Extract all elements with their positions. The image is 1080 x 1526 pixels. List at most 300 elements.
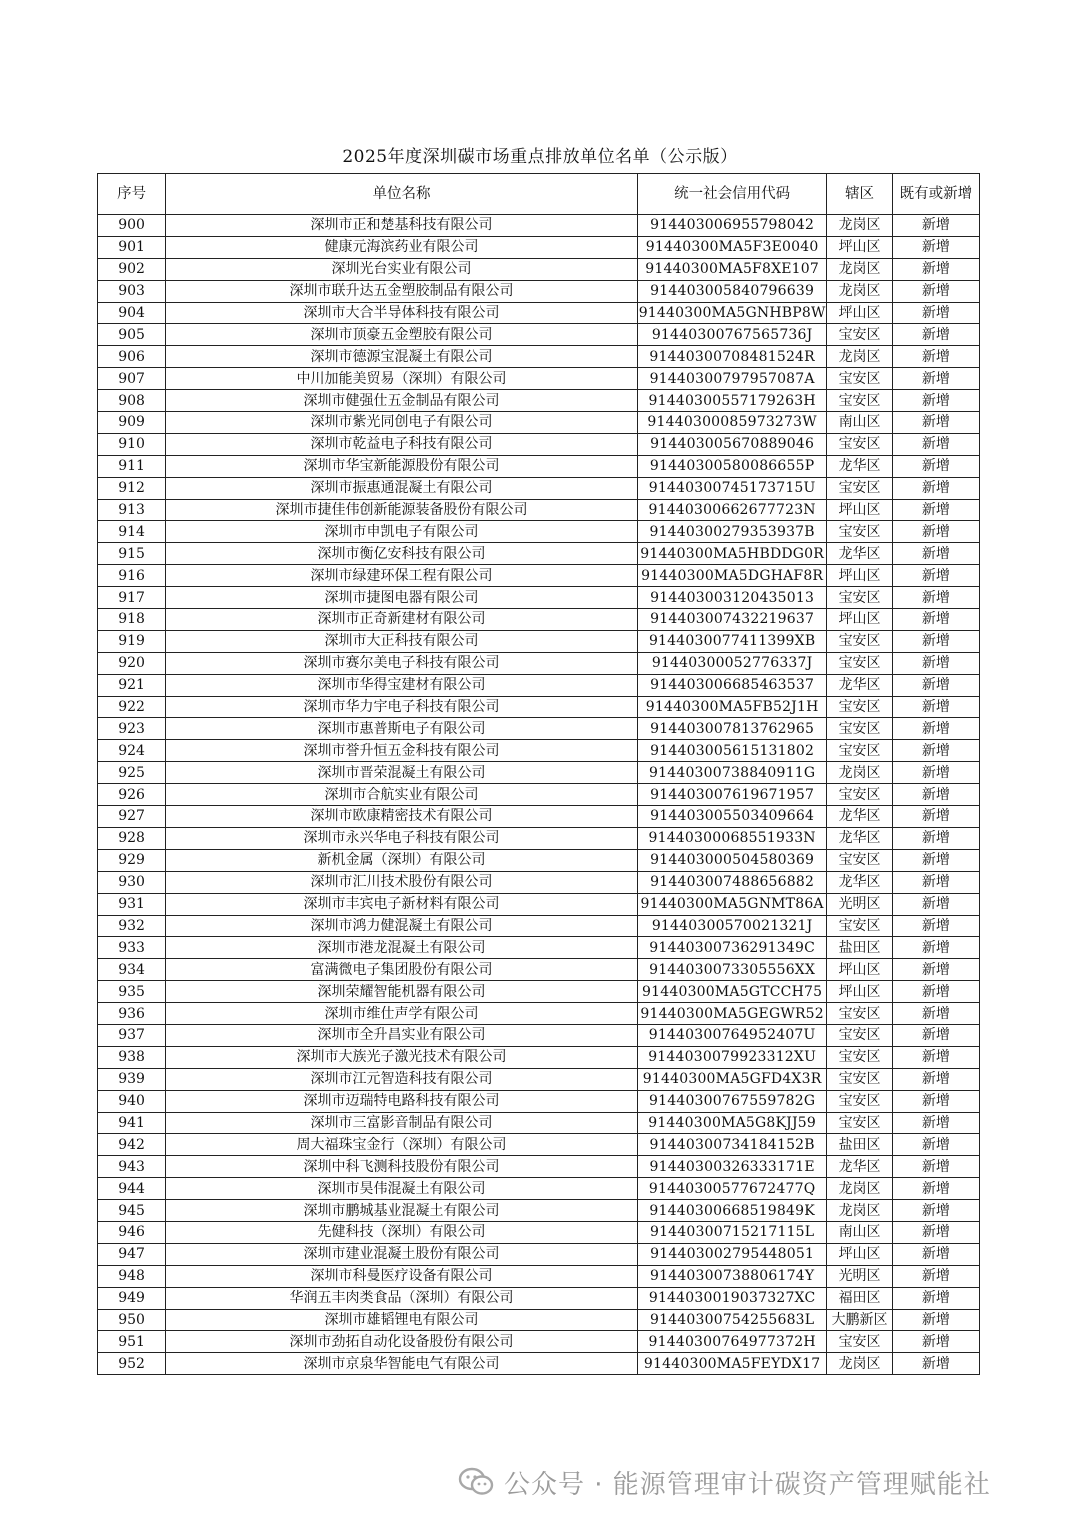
table-row [98,412,980,434]
row-no: 950 [98,1309,166,1331]
row-name: 深圳中科飞测科技股份有限公司 [166,1156,638,1178]
row-district: 光明区 [827,1265,892,1287]
row-code: 91440300279353937B [637,521,827,543]
row-name: 深圳市晋荣混凝土有限公司 [166,762,638,784]
row-status: 新增 [892,1309,979,1331]
row-name: 深圳市建业混凝土股份有限公司 [166,1243,638,1265]
row-name: 健康元海滨药业有限公司 [166,236,638,258]
row-code: 91440300764952407U [637,1024,827,1046]
table-row [98,565,980,587]
row-name: 深圳市昊伟混凝土有限公司 [166,1178,638,1200]
row-no: 937 [98,1024,166,1046]
table-row [98,543,980,565]
row-district: 宝安区 [827,849,892,871]
row-no: 936 [98,1003,166,1025]
table-body [98,215,980,1375]
row-no: 908 [98,390,166,412]
row-district: 宝安区 [827,1068,892,1090]
row-district: 宝安区 [827,784,892,806]
row-status: 新增 [892,1178,979,1200]
row-status: 新增 [892,609,979,631]
table-row [98,696,980,718]
row-district: 宝安区 [827,630,892,652]
row-name: 深圳市德源宝混凝土有限公司 [166,346,638,368]
row-district: 宝安区 [827,652,892,674]
row-no: 945 [98,1200,166,1222]
table-row [98,1134,980,1156]
table-row [98,258,980,280]
table-row [98,871,980,893]
row-no: 900 [98,215,166,237]
row-status: 新增 [892,827,979,849]
row-status: 新增 [892,1156,979,1178]
row-district: 宝安区 [827,433,892,455]
row-no: 907 [98,368,166,390]
row-status: 新增 [892,1353,979,1375]
row-district: 坪山区 [827,565,892,587]
row-status: 新增 [892,543,979,565]
row-no: 940 [98,1090,166,1112]
row-name: 深圳市惠普斯电子有限公司 [166,718,638,740]
row-status: 新增 [892,1221,979,1243]
row-name: 深圳市迈瑞特电路科技有限公司 [166,1090,638,1112]
row-status: 新增 [892,565,979,587]
row-no: 932 [98,915,166,937]
row-district: 龙岗区 [827,1353,892,1375]
row-status: 新增 [892,258,979,280]
row-district: 龙华区 [827,455,892,477]
table-row [98,1309,980,1331]
header-no: 序号 [98,174,166,215]
row-no: 927 [98,806,166,828]
row-no: 906 [98,346,166,368]
row-district: 宝安区 [827,521,892,543]
row-status: 新增 [892,587,979,609]
row-code: 91440300662677723N [637,499,827,521]
table-row [98,455,980,477]
row-code: 91440300MA5GNHBP8W [637,302,827,324]
row-code: 91440300326333171E [637,1156,827,1178]
row-name: 周大福珠宝金行（深圳）有限公司 [166,1134,638,1156]
row-code: 91440300068551933N [637,827,827,849]
table-row [98,674,980,696]
row-district: 宝安区 [827,324,892,346]
row-district: 坪山区 [827,499,892,521]
row-name: 深圳市健强仕五金制品有限公司 [166,390,638,412]
row-name: 深圳市合航实业有限公司 [166,784,638,806]
row-district: 坪山区 [827,236,892,258]
table-row [98,762,980,784]
row-district: 宝安区 [827,1090,892,1112]
table-row [98,215,980,237]
row-no: 912 [98,477,166,499]
row-name: 深圳市港龙混凝土有限公司 [166,937,638,959]
row-status: 新增 [892,959,979,981]
table-row [98,521,980,543]
row-no: 944 [98,1178,166,1200]
row-status: 新增 [892,215,979,237]
row-code: 9144030019037327XC [637,1287,827,1309]
row-no: 925 [98,762,166,784]
row-code: 91440300668519849K [637,1200,827,1222]
row-no: 941 [98,1112,166,1134]
table-row [98,346,980,368]
row-no: 918 [98,609,166,631]
row-status: 新增 [892,1265,979,1287]
row-no: 911 [98,455,166,477]
row-name: 新机金属（深圳）有限公司 [166,849,638,871]
row-status: 新增 [892,455,979,477]
row-status: 新增 [892,1024,979,1046]
row-name: 深圳市乾益电子科技有限公司 [166,433,638,455]
row-no: 949 [98,1287,166,1309]
row-no: 943 [98,1156,166,1178]
row-name: 深圳市誉升恒五金科技有限公司 [166,740,638,762]
row-name: 深圳市顶豪五金塑胶有限公司 [166,324,638,346]
row-no: 935 [98,981,166,1003]
row-code: 91440300767559782G [637,1090,827,1112]
row-status: 新增 [892,346,979,368]
row-no: 921 [98,674,166,696]
row-status: 新增 [892,937,979,959]
row-no: 939 [98,1068,166,1090]
table-row [98,1024,980,1046]
row-no: 922 [98,696,166,718]
row-status: 新增 [892,412,979,434]
footer-text: 公众号 · 能源管理审计碳资产管理赋能社 [504,1469,991,1500]
row-code: 9144030073305556XX [637,959,827,981]
row-status: 新增 [892,302,979,324]
wechat-icon [458,1466,494,1498]
table-row [98,280,980,302]
row-name: 深圳市劲拓自动化设备股份有限公司 [166,1331,638,1353]
row-name: 深圳荣耀智能机器有限公司 [166,981,638,1003]
row-district: 龙岗区 [827,1178,892,1200]
row-no: 917 [98,587,166,609]
table-row [98,630,980,652]
row-status: 新增 [892,368,979,390]
row-code: 91440300738840911G [637,762,827,784]
row-status: 新增 [892,521,979,543]
row-name: 深圳市赛尔美电子科技有限公司 [166,652,638,674]
row-no: 924 [98,740,166,762]
table-row [98,1221,980,1243]
row-status: 新增 [892,499,979,521]
row-name: 深圳市鸿力健混凝土有限公司 [166,915,638,937]
row-no: 915 [98,543,166,565]
page-title: 2025年度深圳碳市场重点排放单位名单（公示版） [342,147,738,167]
row-code: 91440300MA5G8KJJ59 [637,1112,827,1134]
row-status: 新增 [892,433,979,455]
row-name: 深圳市华得宝建材有限公司 [166,674,638,696]
row-district: 龙华区 [827,871,892,893]
row-name: 深圳市华力宇电子科技有限公司 [166,696,638,718]
table-row [98,236,980,258]
row-district: 大鹏新区 [827,1309,892,1331]
table-row [98,784,980,806]
row-no: 951 [98,1331,166,1353]
row-district: 盐田区 [827,937,892,959]
row-code: 91440300767565736J [637,324,827,346]
row-code: 914403005615131802 [637,740,827,762]
row-status: 新增 [892,981,979,1003]
row-no: 942 [98,1134,166,1156]
row-code: 9144030079923312XU [637,1046,827,1068]
table-row [98,718,980,740]
row-no: 934 [98,959,166,981]
table-row [98,390,980,412]
row-name: 深圳市京泉华智能电气有限公司 [166,1353,638,1375]
row-code: 914403007432219637 [637,609,827,631]
row-code: 914403007488656882 [637,871,827,893]
row-code: 91440300MA5GNMT86A [637,893,827,915]
row-name: 深圳市鹏城基业混凝土有限公司 [166,1200,638,1222]
row-name: 深圳市科曼医疗设备有限公司 [166,1265,638,1287]
row-code: 91440300754255683L [637,1309,827,1331]
row-district: 龙岗区 [827,1200,892,1222]
row-status: 新增 [892,871,979,893]
row-no: 926 [98,784,166,806]
row-no: 930 [98,871,166,893]
row-code: 91440300052776337J [637,652,827,674]
row-code: 91440300734184152B [637,1134,827,1156]
row-no: 903 [98,280,166,302]
row-name: 深圳市衡亿安科技有限公司 [166,543,638,565]
row-code: 91440300557179263H [637,390,827,412]
row-code: 91440300715217115L [637,1221,827,1243]
row-code: 91440300MA5F8XE107 [637,258,827,280]
row-code: 91440300580086655P [637,455,827,477]
row-district: 龙华区 [827,806,892,828]
table-row [98,1068,980,1090]
row-status: 新增 [892,1003,979,1025]
table-row [98,937,980,959]
row-name: 深圳市紫光同创电子有限公司 [166,412,638,434]
row-name: 深圳市正奇新建材有限公司 [166,609,638,631]
row-status: 新增 [892,1200,979,1222]
table-header-row [98,174,980,215]
row-no: 923 [98,718,166,740]
row-name: 深圳市欧康精密技术有限公司 [166,806,638,828]
table-row [98,1156,980,1178]
table-row [98,1178,980,1200]
row-code: 914403005503409664 [637,806,827,828]
row-name: 深圳市丰宾电子新材料有限公司 [166,893,638,915]
row-name: 深圳市捷佳伟创新能源装备股份有限公司 [166,499,638,521]
row-district: 宝安区 [827,1046,892,1068]
row-code: 914403007619671957 [637,784,827,806]
table-row [98,915,980,937]
row-name: 深圳市申凯电子有限公司 [166,521,638,543]
table-row [98,827,980,849]
row-code: 91440300MA5DGHAF8R [637,565,827,587]
row-no: 947 [98,1243,166,1265]
row-name: 先健科技（深圳）有限公司 [166,1221,638,1243]
table-row [98,652,980,674]
row-code: 91440300797957087A [637,368,827,390]
row-status: 新增 [892,674,979,696]
row-code: 91440300MA5GFD4X3R [637,1068,827,1090]
table-row [98,893,980,915]
table-row [98,1003,980,1025]
row-no: 920 [98,652,166,674]
row-no: 929 [98,849,166,871]
row-status: 新增 [892,630,979,652]
row-status: 新增 [892,915,979,937]
row-name: 深圳市联升达五金塑胶制品有限公司 [166,280,638,302]
row-district: 宝安区 [827,1003,892,1025]
row-no: 910 [98,433,166,455]
row-status: 新增 [892,893,979,915]
table-row [98,433,980,455]
table-row [98,849,980,871]
row-status: 新增 [892,1068,979,1090]
row-code: 91440300085973273W [637,412,827,434]
row-no: 919 [98,630,166,652]
table-row [98,324,980,346]
row-name: 深圳市捷图电器有限公司 [166,587,638,609]
row-status: 新增 [892,236,979,258]
row-code: 91440300764977372H [637,1331,827,1353]
table-row [98,959,980,981]
row-code: 914403002795448051 [637,1243,827,1265]
row-district: 宝安区 [827,718,892,740]
row-district: 盐田区 [827,1134,892,1156]
row-name: 富满微电子集团股份有限公司 [166,959,638,981]
row-status: 新增 [892,1090,979,1112]
row-no: 909 [98,412,166,434]
row-district: 龙华区 [827,674,892,696]
row-name: 深圳市大合半导体科技有限公司 [166,302,638,324]
row-district: 宝安区 [827,368,892,390]
row-name: 深圳市大族光子激光技术有限公司 [166,1046,638,1068]
row-district: 龙华区 [827,543,892,565]
table-row [98,1200,980,1222]
row-name: 深圳市全升昌实业有限公司 [166,1024,638,1046]
row-no: 928 [98,827,166,849]
row-status: 新增 [892,696,979,718]
row-name: 中川加能美贸易（深圳）有限公司 [166,368,638,390]
row-code: 914403005840796639 [637,280,827,302]
table-row [98,740,980,762]
row-status: 新增 [892,718,979,740]
row-no: 914 [98,521,166,543]
row-name: 深圳市正和楚基科技有限公司 [166,215,638,237]
row-name: 深圳市三富影音制品有限公司 [166,1112,638,1134]
emission-units-table [97,173,980,1375]
table-row [98,587,980,609]
row-status: 新增 [892,652,979,674]
row-status: 新增 [892,390,979,412]
row-code: 91440300736291349C [637,937,827,959]
row-status: 新增 [892,280,979,302]
footer-watermark [458,1462,991,1502]
row-code: 91440300MA5GEGWR52 [637,1003,827,1025]
row-district: 龙岗区 [827,762,892,784]
row-name: 深圳市江元智造科技有限公司 [166,1068,638,1090]
row-district: 龙岗区 [827,280,892,302]
table-row [98,806,980,828]
row-district: 龙岗区 [827,346,892,368]
table-row [98,609,980,631]
row-district: 宝安区 [827,587,892,609]
row-no: 902 [98,258,166,280]
row-code: 914403003120435013 [637,587,827,609]
header-status: 既有或新增 [892,174,979,215]
row-no: 938 [98,1046,166,1068]
row-code: 91440300745173715U [637,477,827,499]
row-no: 948 [98,1265,166,1287]
row-code: 91440300MA5F3E0040 [637,236,827,258]
row-district: 福田区 [827,1287,892,1309]
row-no: 952 [98,1353,166,1375]
table-row [98,1090,980,1112]
row-district: 坪山区 [827,981,892,1003]
row-district: 宝安区 [827,1024,892,1046]
row-code: 914403000504580369 [637,849,827,871]
row-status: 新增 [892,1287,979,1309]
row-name: 深圳市维仕声学有限公司 [166,1003,638,1025]
row-no: 905 [98,324,166,346]
row-district: 南山区 [827,1221,892,1243]
table-row [98,477,980,499]
row-code: 91440300738806174Y [637,1265,827,1287]
row-status: 新增 [892,849,979,871]
row-district: 宝安区 [827,1112,892,1134]
row-name: 深圳光台实业有限公司 [166,258,638,280]
row-status: 新增 [892,1243,979,1265]
table-row [98,1331,980,1353]
row-name: 深圳市永兴华电子科技有限公司 [166,827,638,849]
row-name: 华润五丰肉类食品（深圳）有限公司 [166,1287,638,1309]
header-district: 辖区 [827,174,892,215]
row-district: 宝安区 [827,1331,892,1353]
row-district: 龙岗区 [827,258,892,280]
row-name: 深圳市绿建环保工程有限公司 [166,565,638,587]
row-status: 新增 [892,806,979,828]
table-row [98,981,980,1003]
row-name: 深圳市华宝新能源股份有限公司 [166,455,638,477]
row-code: 914403005670889046 [637,433,827,455]
row-code: 91440300MA5GTCCH75 [637,981,827,1003]
table-row [98,1046,980,1068]
row-district: 坪山区 [827,959,892,981]
row-no: 946 [98,1221,166,1243]
row-status: 新增 [892,1112,979,1134]
row-status: 新增 [892,740,979,762]
row-district: 南山区 [827,412,892,434]
header-code: 统一社会信用代码 [637,174,827,215]
row-district: 坪山区 [827,1243,892,1265]
row-no: 901 [98,236,166,258]
row-status: 新增 [892,477,979,499]
row-district: 龙岗区 [827,215,892,237]
row-no: 913 [98,499,166,521]
row-name: 深圳市振惠通混凝土有限公司 [166,477,638,499]
row-code: 91440300577672477Q [637,1178,827,1200]
row-code: 914403006685463537 [637,674,827,696]
row-code: 91440300708481524R [637,346,827,368]
row-code: 914403006955798042 [637,215,827,237]
row-no: 931 [98,893,166,915]
row-district: 光明区 [827,893,892,915]
row-district: 宝安区 [827,696,892,718]
table-row [98,1243,980,1265]
row-code: 91440300570021321J [637,915,827,937]
row-district: 龙华区 [827,827,892,849]
row-code: 91440300MA5FB52J1H [637,696,827,718]
row-district: 宝安区 [827,915,892,937]
